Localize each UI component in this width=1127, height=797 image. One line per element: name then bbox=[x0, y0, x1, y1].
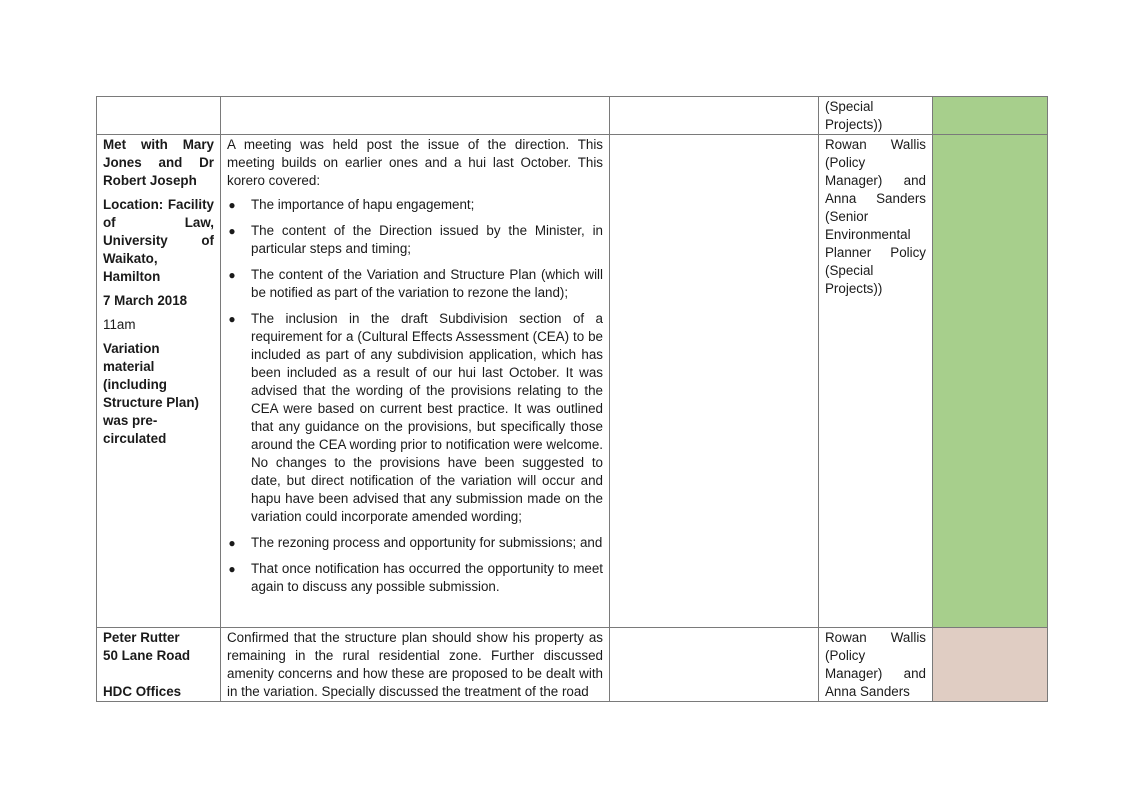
discussion-intro: A meeting was held post the issue of the direction. This meeting builds on earlier ones and a hui last October. This korero covered: bbox=[227, 137, 603, 188]
outcome-cell bbox=[610, 628, 819, 702]
list-item bbox=[227, 560, 603, 596]
outcome-cell bbox=[610, 135, 819, 628]
discussion-intro: Confirmed that the structure plan should show his property as remaining in the rural residential zone. Further discussed amenity concerns and how these are proposed to be dealt with in the variation. Specially discussed the treatment of the road bbox=[227, 630, 603, 699]
location-text: HDC Offices bbox=[103, 684, 182, 699]
staff-text: (Special Projects)) bbox=[825, 99, 883, 132]
list-item bbox=[227, 222, 603, 258]
status-cell bbox=[933, 135, 1048, 628]
discussion-cell bbox=[221, 97, 610, 135]
status-cell bbox=[933, 97, 1048, 135]
attendees-cell bbox=[97, 135, 221, 628]
table-row bbox=[97, 135, 1048, 628]
meeting-time: 11am bbox=[103, 317, 136, 332]
staff-cell bbox=[819, 628, 933, 702]
list-item-text: The content of the Variation and Structure Plan (which will be notified as part of the variation to rezone the land); bbox=[251, 267, 603, 300]
attendees-cell bbox=[97, 97, 221, 135]
list-item bbox=[227, 196, 603, 214]
list-item bbox=[227, 310, 603, 526]
attendee-address: 50 Lane Road bbox=[103, 648, 191, 663]
discussion-bullet-list bbox=[227, 196, 603, 596]
status-cell bbox=[933, 628, 1048, 702]
outcome-cell bbox=[610, 97, 819, 135]
discussion-cell bbox=[221, 135, 610, 628]
attendees-text: Met with Mary Jones and Dr Robert Joseph bbox=[103, 137, 214, 188]
staff-cell bbox=[819, 97, 933, 135]
list-item-text: The inclusion in the draft Subdivision section of a requirement for a (Cultural Effects Assessment (CEA) to be included as part of any subdivision application, which has been included as a result of our hui last October. It was advised that the wording of the provisions relating to the CEA were based on current best practice. It was outlined that any guidance on the provisions, but specifically those around the CEA wording prior to notification were welcome. No changes to the provisions have been suggested to date, but direct notification of the variation will occur and hapu have been advised that any submission made on the variation could incorporate amended wording; bbox=[251, 311, 603, 524]
table-row bbox=[97, 628, 1048, 702]
bullet-icon: ● bbox=[228, 562, 236, 576]
bullet-icon: ● bbox=[228, 224, 236, 238]
pre-circulated-note: Variation material (including Structure Plan) was pre-circulated bbox=[103, 341, 199, 446]
list-item bbox=[227, 266, 603, 302]
attendees-cell bbox=[97, 628, 221, 702]
attendee-name: Peter Rutter bbox=[103, 630, 180, 645]
bullet-icon: ● bbox=[228, 312, 236, 326]
meeting-date: 7 March 2018 bbox=[103, 293, 188, 308]
discussion-cell bbox=[221, 628, 610, 702]
staff-text: Rowan Wallis (Policy Manager) and Anna Sanders (Senior Environmental Planner Policy (Special Projects)) bbox=[825, 137, 926, 296]
bullet-icon: ● bbox=[228, 268, 236, 282]
list-item-text: The rezoning process and opportunity for submissions; and bbox=[251, 535, 603, 550]
staff-cell bbox=[819, 135, 933, 628]
bullet-icon: ● bbox=[228, 198, 236, 212]
list-item-text: The content of the Direction issued by the Minister, in particular steps and timing; bbox=[251, 223, 603, 256]
list-item-text: The importance of hapu engagement; bbox=[251, 197, 475, 212]
location-text: Location: Facility of Law, University of Waikato, Hamilton bbox=[103, 197, 214, 284]
meeting-minutes-table bbox=[96, 96, 1048, 702]
table-row bbox=[97, 97, 1048, 135]
list-item-text: That once notification has occurred the opportunity to meet again to discuss any possible submission. bbox=[251, 561, 603, 594]
list-item bbox=[227, 534, 603, 552]
bullet-icon: ● bbox=[228, 536, 236, 550]
staff-text: Rowan Wallis (Policy Manager) and Anna Sanders bbox=[825, 630, 926, 699]
